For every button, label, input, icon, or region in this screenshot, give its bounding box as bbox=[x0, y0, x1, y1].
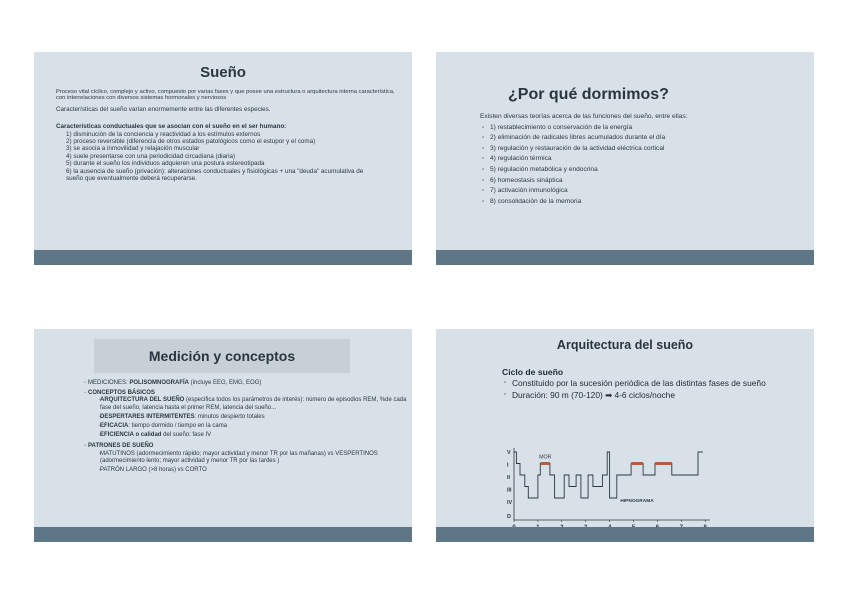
mediciones-detail: (incluye EEG, EMG, EOG) bbox=[189, 380, 262, 386]
arquitectura-term: ARQUITECTURA DEL SUEÑO bbox=[100, 397, 185, 404]
y-tick-label: III bbox=[507, 487, 512, 494]
slide-footer-bar bbox=[436, 527, 814, 542]
list-item: 6) la ausencia de sueño (privación): alteraciones conductuales y fisiológicas + una "deuda" acumulativa de sueño que eventualmente deberá recuperarse. bbox=[66, 167, 364, 183]
list-item: ▫ 8) consolidación de la memoria bbox=[480, 197, 800, 208]
rem-segment bbox=[631, 462, 643, 465]
bullet-duracion bbox=[502, 390, 802, 400]
patron-item: ▫ PATRÓN LARGO (>8 horas) vs CORTO bbox=[74, 467, 408, 474]
list-item: 3) se asocia a inmovilidad y relajación muscular bbox=[66, 145, 200, 153]
slide-footer-bar bbox=[34, 527, 412, 542]
note-text: Características del sueño varían enormemente entre las diferentes especies. bbox=[56, 105, 271, 113]
list-item: ▫ 4) regulación térmica bbox=[480, 154, 800, 165]
list-item: ▫ 6) homeostasis sináptica bbox=[480, 176, 800, 187]
rem-segment bbox=[540, 462, 550, 465]
slide-title: Sueño bbox=[200, 64, 246, 81]
slide-body bbox=[480, 112, 800, 207]
list-item: ▫ 5) regulación metabólica y endocrina bbox=[480, 165, 800, 176]
list-item: 2) proceso reversible (diferencia de otros estados patológicos como el estupor y el coma) bbox=[66, 138, 316, 146]
y-tick-label: V bbox=[507, 450, 511, 456]
bullet-constituido: ▫ Constituido por la sucesión periódica de las distintas fases de sueño bbox=[502, 378, 802, 388]
section-heading: Características conductuales que se asocian con el sueño en el ser humano: bbox=[56, 123, 287, 131]
mediciones-item bbox=[74, 380, 408, 387]
despertares-item bbox=[74, 414, 408, 421]
slide-arquitectura-sueno bbox=[436, 329, 814, 542]
arquitectura-detail: (especifica todos los parámetros de interés): número de episodios REM, %de cada fase del sueño, latencia hasta el primer REM, latencia del sueño... bbox=[100, 397, 407, 411]
slide-body bbox=[56, 89, 396, 182]
eficiencia-detail: del sueño: fase IV bbox=[161, 432, 212, 439]
patron-item: ▫ MATUTINOS (adormecimiento rápido; mayor actividad y menor TR por las mañanas) vs VESPERTINOS (adormecimiento lento; mayor actividad y menor TR por las tardes ) bbox=[74, 451, 408, 465]
list-item: ▫ 2) eliminación de radicales libres acumulados durante el día bbox=[480, 133, 800, 144]
mediciones-label: MEDICIONES: bbox=[88, 380, 130, 386]
slide-por-que-dormimos bbox=[436, 52, 814, 265]
slide-sueno bbox=[34, 52, 412, 265]
slide-footer-bar bbox=[436, 250, 814, 265]
intro-text: Existen diversas teorías acerca de las funciones del sueño, entre ellas: bbox=[480, 113, 688, 120]
slide-body bbox=[74, 380, 408, 474]
slide-medicion-conceptos bbox=[34, 329, 412, 542]
y-tick-label: II bbox=[507, 475, 511, 481]
despertares-detail: : minutos despierto totales bbox=[194, 413, 265, 420]
ciclos-text: 4-6 ciclos/noche bbox=[612, 390, 675, 400]
slide-footer-bar bbox=[34, 250, 412, 265]
list-item: 1) disminución de la conciencia y reactividad a los estímulos externos bbox=[66, 130, 261, 138]
y-tick-label: D bbox=[507, 514, 511, 520]
rem-segment bbox=[655, 462, 672, 465]
annotation-hipnograma: HIPNOGRAMA bbox=[620, 499, 654, 504]
list-item: 4) suele presentarse con una periodicidad circadiana (diaria) bbox=[66, 152, 236, 160]
polisomnografia-term: POLISOMNOGRAFÍA bbox=[129, 380, 190, 386]
y-tick-label: I bbox=[507, 462, 509, 469]
subtitle: Ciclo de sueño bbox=[502, 367, 564, 377]
despertares-term: DESPERTARES INTERMITENTES bbox=[100, 413, 195, 420]
eficacia-detail: : tiempo dormido / tiempo en la cama bbox=[128, 423, 228, 430]
slide-title: ¿Por qué dormimos? bbox=[508, 86, 669, 103]
duracion-text: Duración: 90 m (70-120) bbox=[512, 390, 606, 400]
slide-body bbox=[502, 367, 802, 400]
annotation-mor: MOR bbox=[539, 454, 552, 461]
slide-title: Medición y conceptos bbox=[148, 348, 296, 364]
eficiencia-item bbox=[74, 432, 408, 439]
y-tick-label: IV bbox=[507, 500, 513, 506]
conceptos-heading: ▫ CONCEPTOS BÁSICOS bbox=[74, 390, 408, 397]
hipnograma-chart bbox=[500, 445, 720, 537]
arquitectura-item bbox=[74, 397, 408, 411]
arrow-icon: ➡ bbox=[605, 390, 613, 400]
patrones-heading: ▫ PATRONES DE SUEÑO bbox=[74, 443, 408, 450]
intro-text: Proceso vital cíclico, complejo y activo, compuesto por varias fases y que posee una estructura o arquitectura interna característica, con interrelaciones con diversos sistemas hormonales y nerviosos bbox=[56, 89, 395, 102]
list-item: ▫ 1) restablecimiento o conservación de la energía bbox=[480, 123, 800, 134]
list-item: ▫ 7) activación inmunológica bbox=[480, 186, 800, 197]
list-item: ▫ 3) regulación y restauración de la actividad eléctrica cortical bbox=[480, 144, 800, 155]
eficacia-term: EFICACIA bbox=[100, 423, 129, 430]
slide-title: Arquitectura del sueño bbox=[556, 338, 694, 352]
eficacia-item bbox=[74, 423, 408, 430]
list-item: 5) durante el sueño los individuos adquieren una postura estereotipada bbox=[66, 160, 265, 168]
eficiencia-term: EFICIENCIA o calidad bbox=[100, 432, 162, 439]
